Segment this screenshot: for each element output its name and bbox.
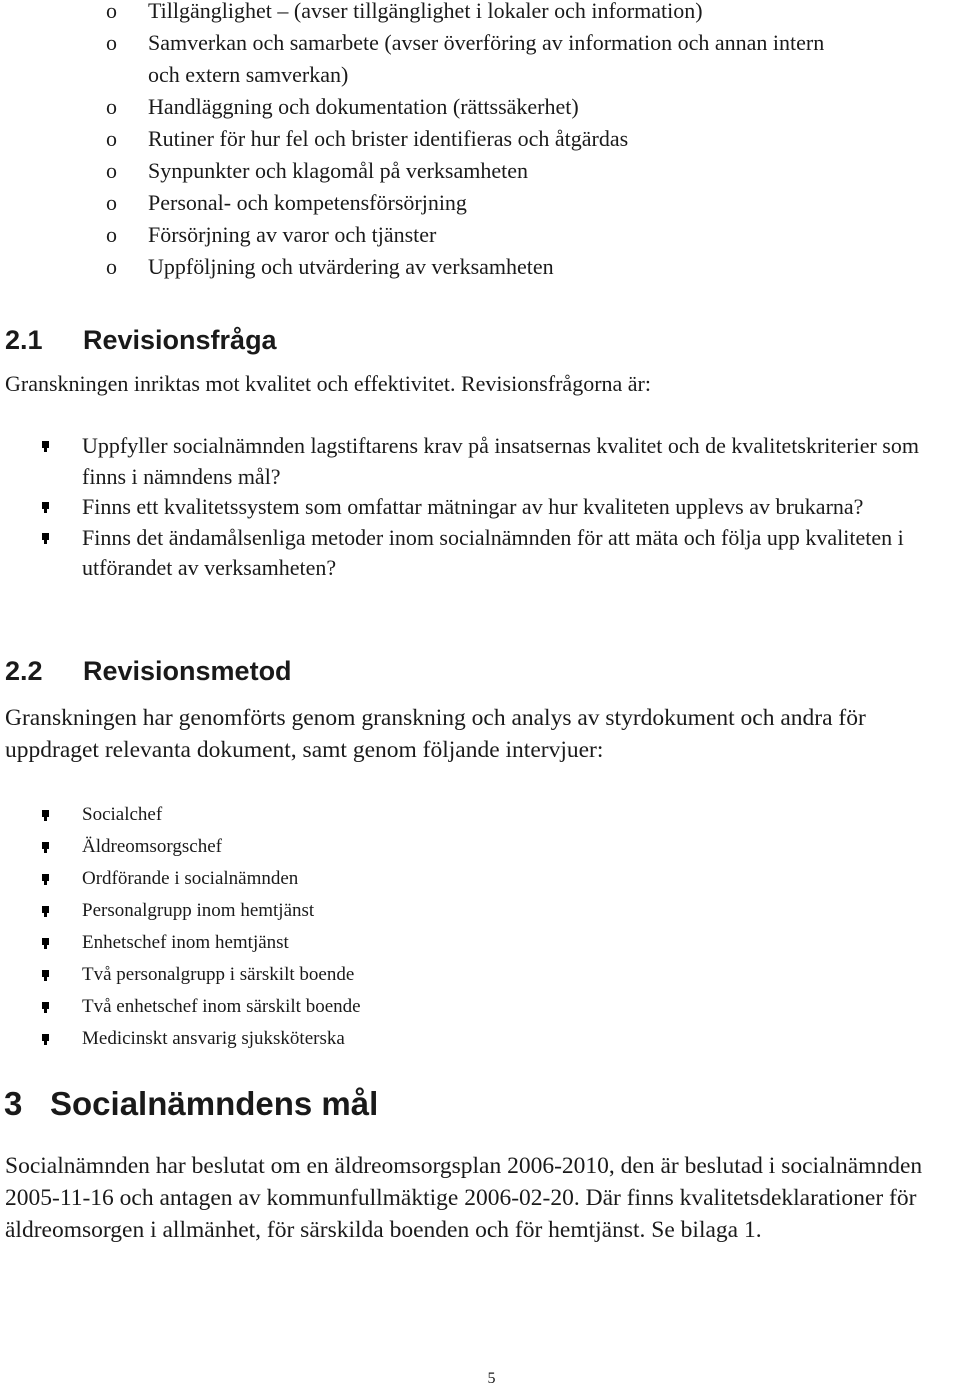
list-marker: o [106,222,117,247]
list-item: o Rutiner för hur fel och brister identifieras och åtgärdas [0,123,960,155]
section-intro: Granskningen har genomförts genom granskning och analys av styrdokument och andra för uppdraget relevanta dokument, samt genom följande intervjuer: [5,705,866,763]
square-bullet-icon [42,1034,49,1041]
list-marker: o [106,158,117,183]
page-number: 5 [487,1370,496,1387]
list-item: Medicinskt ansvarig sjuksköterska [0,1023,960,1055]
list-marker: o [106,190,117,215]
section-intro: Granskningen inriktas mot kvalitet och effektivitet. Revisionsfrågorna är: [5,371,651,396]
list-item: Uppfyller socialnämnden lagstiftarens krav på insatsernas kvalitet och de kvalitetskriterier som finns i nämndens mål? [0,431,960,492]
square-bullet-icon [42,842,49,849]
list-item: Enhetschef inom hemtjänst [0,927,960,959]
list-item: Två personalgrupp i särskilt boende [0,959,960,991]
square-bullet-icon [42,1002,49,1009]
list-marker: o [106,0,117,23]
section-heading-2-1 [5,324,277,356]
section-number: 2.1 [5,325,43,355]
square-bullet-icon [42,938,49,945]
list-item: o Uppföljning och utvärdering av verksamheten [0,251,960,283]
list-item: Personalgrupp inom hemtjänst [0,895,960,927]
assessment-area-list [0,0,960,283]
list-item: Två enhetschef inom särskilt boende [0,991,960,1023]
list-item: Finns ett kvalitetssystem som omfattar mätningar av hur kvaliteten upplevs av brukarna? [0,492,960,523]
section-title: Revisionsfråga [83,325,277,355]
section-title: Socialnämndens mål [50,1085,379,1122]
revision-questions-list [0,431,960,584]
list-marker: o [106,30,117,55]
section-number: 2.2 [5,656,43,686]
list-item: Ordförande i socialnämnden [0,863,960,895]
interview-list [0,799,960,1055]
square-bullet-icon [42,502,49,509]
list-item: Finns det ändamålsenliga metoder inom socialnämnden för att mäta och följa upp kvaliteten i utförandet av verksamheten? [0,523,960,584]
list-item: o Synpunkter och klagomål på verksamheten [0,155,960,187]
list-item: Socialchef [0,799,960,831]
list-item: o Handläggning och dokumentation (rättssäkerhet) [0,91,960,123]
section-body: Socialnämnden har beslutat om en äldreomsorgsplan 2006-2010, den är beslutad i socialnämnden 2005-11-16 och antagen av kommunfullmäktige 2006-02-20. Där finns kvalitetsdeklarationer för äldreomsorgen i allmänhet, för särskilda boenden och för hemtjänst. Se bilaga 1. [5,1153,923,1243]
section-heading-2-2 [5,655,292,687]
list-marker: o [106,254,117,279]
square-bullet-icon [42,874,49,881]
list-marker: o [106,126,117,151]
list-item: o Försörjning av varor och tjänster [0,219,960,251]
square-bullet-icon [42,906,49,913]
list-item-continuation: och extern samverkan) [148,62,349,87]
list-item: o Samverkan och samarbete (avser överföring av information och annan intern [0,27,960,59]
list-marker: o [106,94,117,119]
chapter-heading-3 [4,1084,378,1124]
section-title: Revisionsmetod [83,656,292,686]
square-bullet-icon [42,441,49,448]
list-item: Äldreomsorgschef [0,831,960,863]
square-bullet-icon [42,810,49,817]
square-bullet-icon [42,533,49,540]
list-item: o Personal- och kompetensförsörjning [0,187,960,219]
square-bullet-icon [42,970,49,977]
section-number: 3 [4,1085,23,1122]
list-item: o Tillgänglighet – (avser tillgänglighet i lokaler och information) [0,0,960,27]
